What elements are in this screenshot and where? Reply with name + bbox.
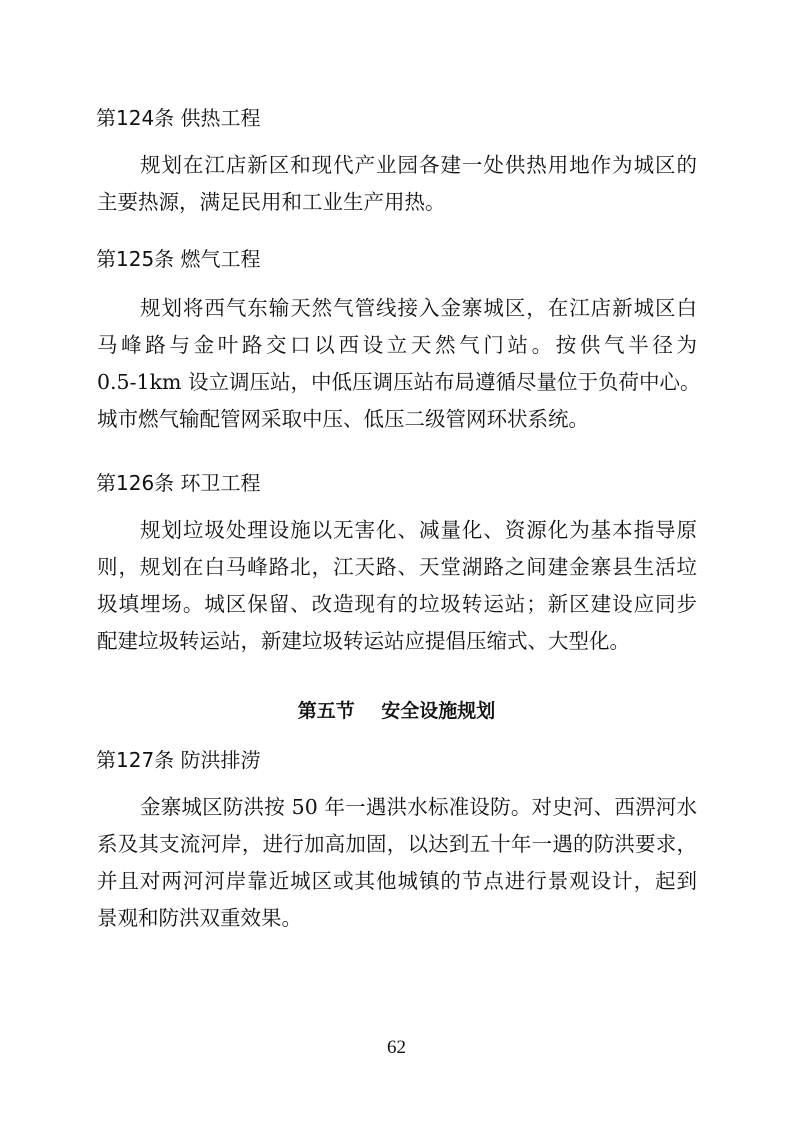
article-127-heading: 第127条 防洪排涝 (96, 748, 261, 772)
paragraph-line: 主要热源，满足民用和工业生产用热。 (97, 190, 446, 214)
paragraph-line: 配建垃圾转运站，新建垃圾转运站应提倡压缩式、大型化。 (97, 629, 630, 653)
paragraph-line: 马峰路与金叶路交口以西设立天然气门站。按供气半径为 (97, 333, 697, 357)
article-125-heading: 第125条 燃气工程 (96, 247, 261, 271)
paragraph-line: 则，规划在白马峰路北，江天路、天堂湖路之间建金寨县生活垃 (97, 555, 697, 579)
article-126-heading: 第126条 环卫工程 (96, 471, 261, 495)
paragraph-line: 景观和防洪双重效果。 (97, 906, 302, 930)
paragraph-line: 0.5-1km 设立调压站，中低压调压站布局遵循尽量位于负荷中心。 (97, 370, 701, 394)
paragraph-line: 规划在江店新区和现代产业园各建一处供热用地作为城区的 (140, 153, 697, 177)
article-124-body (97, 147, 697, 221)
paragraph-line: 城市燃气输配管网采取中压、低压二级管网环状系统。 (97, 407, 589, 431)
paragraph-line: 规划垃圾处理设施以无害化、减量化、资源化为基本指导原 (140, 518, 697, 542)
paragraph-line: 并且对两河河岸靠近城区或其他城镇的节点进行景观设计，起到 (97, 869, 697, 893)
paragraph-line: 系及其支流河岸，进行加高加固，以达到五十年一遇的防洪要求， (97, 832, 697, 856)
article-124-heading: 第124条 供热工程 (96, 106, 261, 130)
article-127-body (97, 789, 697, 937)
article-125-body (97, 290, 701, 438)
paragraph-line: 圾填埋场。城区保留、改造现有的垃圾转运站；新区建设应同步 (97, 592, 697, 616)
paragraph-line: 规划将西气东输天然气管线接入金寨城区，在江店新城区白 (140, 296, 697, 320)
article-126-body (97, 512, 697, 660)
paragraph-line: 金寨城区防洪按 50 年一遇洪水标准设防。对史河、西淠河水 (140, 795, 697, 819)
section-title: 第五节 安全设施规划 (297, 700, 496, 722)
page-number: 62 (387, 1037, 406, 1058)
